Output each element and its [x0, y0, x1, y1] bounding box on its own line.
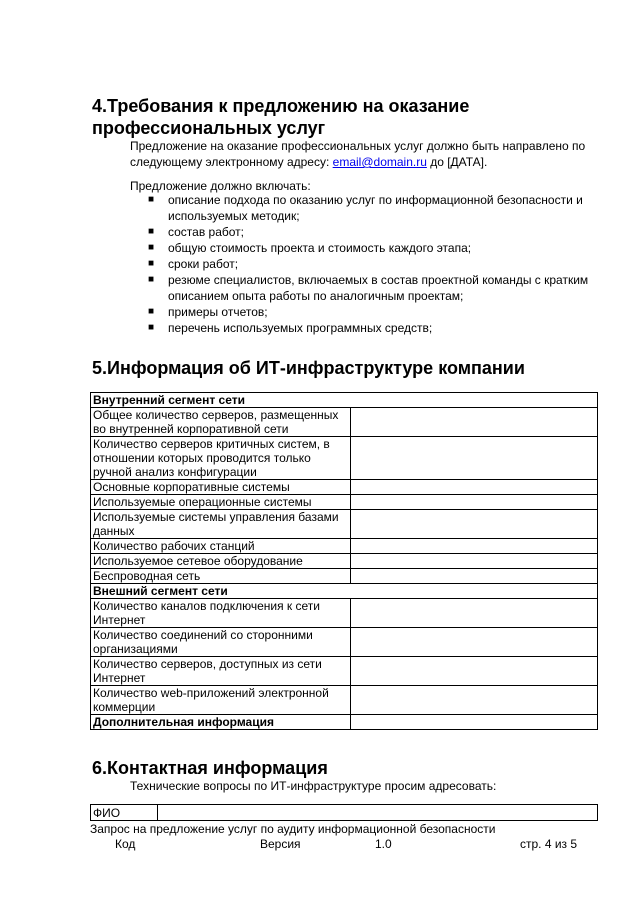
table-row [91, 393, 598, 408]
row-label: Количество серверов, доступных из сети Интернет [91, 657, 351, 686]
table-row [91, 686, 598, 715]
table-row [91, 495, 598, 510]
table-row [91, 480, 598, 495]
value-cell[interactable] [351, 569, 598, 584]
table-row [91, 554, 598, 569]
footer-version-label: Версия [260, 837, 301, 851]
table-row [91, 599, 598, 628]
square-bullet-icon: ■ [148, 274, 155, 285]
footer-version: 1.0 [375, 837, 392, 851]
footer-page-number: стр. 4 из 5 [520, 837, 578, 851]
contact-name-label: ФИО [91, 805, 158, 821]
list-item: ■ общую стоимость проекта и стоимость каждого этапа; [148, 241, 472, 255]
table-row [91, 437, 598, 480]
contact-intro: Технические вопросы по ИТ-инфраструктуре просим адресовать: [130, 779, 497, 793]
table-row [91, 805, 598, 821]
list-item: ■ описание подхода по оказанию услуг по информационной безопасности и используемых методик; [148, 193, 583, 223]
row-label: Беспроводная сеть [91, 569, 351, 584]
table-row [91, 628, 598, 657]
internal-segment-header: Внутренний сегмент сети [91, 393, 598, 408]
square-bullet-icon: ■ [148, 226, 155, 237]
section-5-title: 5.Информация об ИТ-инфраструктуре компании [92, 358, 525, 378]
square-bullet-icon: ■ [148, 194, 155, 205]
list-item: ■ перечень используемых программных средств; [148, 321, 433, 335]
list-item: ■ резюме специалистов, включаемых в состав проектной команды с кратким описанием опыта работы по аналогичным проектам; [148, 273, 589, 303]
table-row [91, 715, 598, 730]
value-cell[interactable] [351, 437, 598, 480]
square-bullet-icon: ■ [148, 306, 155, 317]
table-row [91, 408, 598, 437]
value-cell[interactable] [351, 539, 598, 554]
table-row [91, 539, 598, 554]
row-label: Количество рабочих станций [91, 539, 351, 554]
submission-text: Предложение на оказание профессиональных услуг должно быть направлено по следующему электронному адресу: [130, 139, 586, 169]
row-label: Используемое сетевое оборудование [91, 554, 351, 569]
value-cell[interactable] [351, 657, 598, 686]
footer-doc-title: Запрос на предложение услуг по аудиту информационной безопасности [90, 822, 496, 836]
row-label: Количество серверов критичных систем, в отношении которых проводится только ручной анализ конфигурации [91, 437, 351, 480]
value-cell[interactable] [351, 480, 598, 495]
value-cell[interactable] [351, 628, 598, 657]
row-label: Количество соединений со сторонними организациями [91, 628, 351, 657]
value-cell[interactable] [351, 495, 598, 510]
email-link[interactable]: email@domain.ru [332, 155, 427, 169]
table-row [91, 584, 598, 599]
square-bullet-icon: ■ [148, 322, 155, 333]
square-bullet-icon: ■ [148, 242, 155, 253]
list-item: ■ примеры отчетов; [148, 305, 268, 319]
list-item: ■ состав работ; [148, 225, 245, 239]
contact-name-value[interactable] [158, 805, 598, 821]
requirements-list [130, 192, 590, 336]
table-row [91, 510, 598, 539]
row-label: Количество каналов подключения к сети Интернет [91, 599, 351, 628]
row-label: Используемые системы управления базами данных [91, 510, 351, 539]
additional-info-header: Дополнительная информация [91, 715, 351, 730]
value-cell[interactable] [351, 599, 598, 628]
submission-deadline: до [ДАТА]. [426, 155, 488, 169]
row-label: Основные корпоративные системы [91, 480, 351, 495]
table-row [91, 569, 598, 584]
infrastructure-table [90, 392, 598, 730]
row-label: Используемые операционные системы [91, 495, 351, 510]
list-item: ■ сроки работ; [148, 257, 239, 271]
value-cell[interactable] [351, 554, 598, 569]
square-bullet-icon: ■ [148, 258, 155, 269]
value-cell[interactable] [351, 408, 598, 437]
submission-paragraph [130, 138, 590, 170]
footer-code: Код [115, 837, 136, 851]
section-4-title: 4.Требования к предложению на оказание профессиональных услуг [92, 96, 470, 138]
value-cell[interactable] [351, 686, 598, 715]
row-label: Общее количество серверов, размещенных во внутренней корпоративной сети [91, 408, 351, 437]
table-row [91, 657, 598, 686]
contact-table [90, 804, 598, 821]
value-cell[interactable] [351, 510, 598, 539]
value-cell[interactable] [351, 715, 598, 730]
section-6-title: 6.Контактная информация [92, 758, 328, 778]
includes-intro: Предложение должно включать: [130, 179, 311, 193]
row-label: Количество web-приложений электронной коммерции [91, 686, 351, 715]
external-segment-header: Внешний сегмент сети [91, 584, 598, 599]
